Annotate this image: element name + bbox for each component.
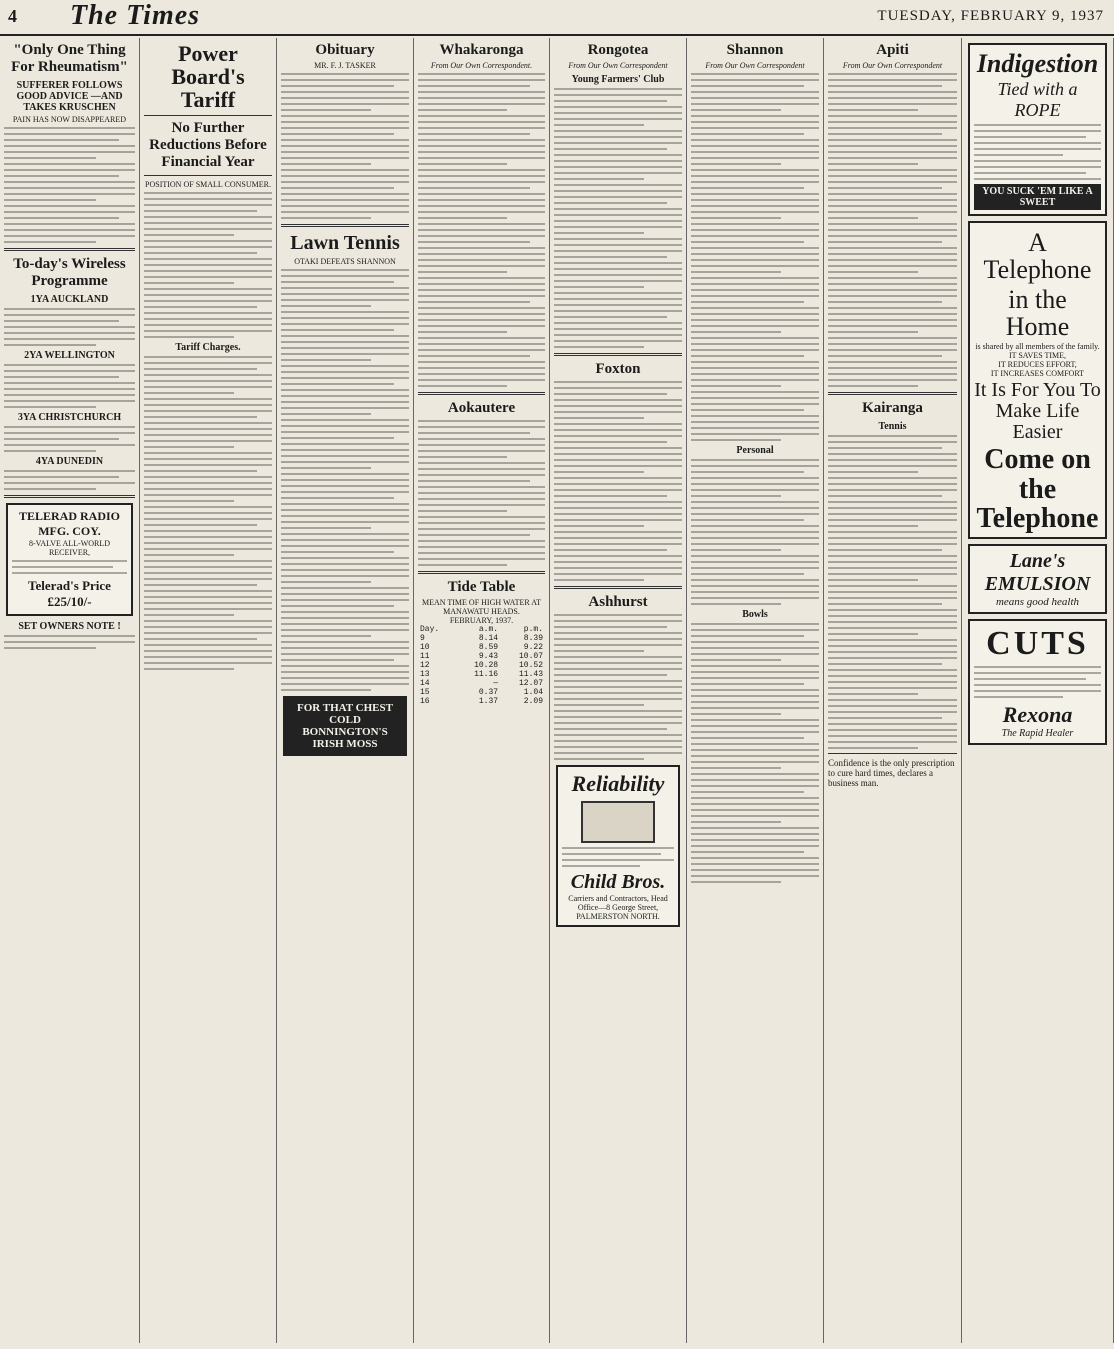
tide-am: 11.16 <box>474 670 499 679</box>
cuts-head: CUTS <box>986 625 1089 663</box>
obituary-headline: Obituary <box>315 42 375 58</box>
telerad-ad <box>6 503 133 616</box>
irish-moss-ad: FOR THAT CHEST COLD BONNINGTON'S IRISH MOSS <box>283 696 407 756</box>
table-row <box>418 643 545 652</box>
rongotea-byline: From Our Own Correspondent <box>568 61 668 70</box>
telephone-line-1: A Telephone <box>983 228 1092 285</box>
rexona-tag: The Rapid Healer <box>1001 728 1074 740</box>
power-board-headline: Power Board's Tariff <box>171 41 245 113</box>
newspaper-title: The Times <box>70 0 201 31</box>
kairanga-headline: Kairanga <box>862 400 923 416</box>
child-bros-name: Child Bros. <box>570 871 666 893</box>
indigestion-tag: Tied with a ROPE <box>997 79 1078 120</box>
ashhurst-headline: Ashhurst <box>588 594 648 610</box>
station-4: 4YA DUNEDIN <box>35 456 104 467</box>
lanes-brand: Lane's EMULSION <box>984 550 1091 596</box>
kairanga-tennis-sub: Tennis <box>878 421 907 432</box>
tide-pm: 12.07 <box>518 679 543 688</box>
tide-am: 8.59 <box>478 643 499 652</box>
telephone-point-2: IT REDUCES EFFORT, <box>998 360 1077 370</box>
tide-table-headline: Tide Table <box>447 579 516 595</box>
tide-day: 11 <box>420 652 430 661</box>
child-bros-address: Carriers and Contractors, Head Office—8 George Street, PALMERSTON NORTH. <box>568 894 668 921</box>
shannon-bowls-sub: Bowls <box>742 609 768 620</box>
column-3 <box>277 38 414 1343</box>
truck-illustration <box>581 801 655 843</box>
table-row <box>418 652 545 661</box>
lanes-tag: means good health <box>995 596 1080 609</box>
column-8 <box>962 38 1114 1343</box>
column-5 <box>550 38 687 1343</box>
tide-day: 12 <box>420 661 430 670</box>
shannon-byline: From Our Own Correspondent <box>705 61 805 70</box>
tide-pm: 1.04 <box>523 688 543 697</box>
table-row <box>418 697 545 706</box>
telephone-point-1: IT SAVES TIME, <box>1008 351 1067 361</box>
column-1 <box>0 38 140 1343</box>
telephone-ad <box>968 221 1107 539</box>
tide-am: 1.37 <box>478 697 499 706</box>
telephone-line-4: It Is For You To Make Life Easier <box>974 379 1101 444</box>
tide-pm: 10.52 <box>518 661 543 670</box>
obituary-byline: MR. F. J. TASKER <box>314 61 376 70</box>
telephone-line-5: Come on the Telephone <box>976 444 1099 534</box>
column-2 <box>140 38 277 1343</box>
shannon-personal-sub: Personal <box>736 445 774 456</box>
lawn-tennis-headline: Lawn Tennis <box>290 232 400 254</box>
telerad-sub: 8-VALVE ALL-WORLD RECEIVER, <box>28 539 111 557</box>
tide-sub: MEAN TIME OF HIGH WATER AT MANAWATU HEADS. <box>421 598 542 616</box>
foxton-headline: Foxton <box>595 361 641 377</box>
indigestion-banner: YOU SUCK 'EM LIKE A SWEET <box>974 184 1101 210</box>
tide-pm: 11.43 <box>518 670 543 679</box>
tide-pm: 10.07 <box>518 652 543 661</box>
page-number: 4 <box>8 6 17 26</box>
telerad-title: TELERAD RADIO MFG. COY. <box>18 509 120 538</box>
apiti-headline: Apiti <box>876 42 909 58</box>
column-6 <box>687 38 824 1343</box>
tide-am: 8.14 <box>478 634 499 643</box>
tide-col-pm: p.m. <box>523 625 543 634</box>
kruschen-subhead-2: PAIN HAS NOW DISAPPEARED <box>12 115 127 124</box>
article-body <box>4 127 135 243</box>
tide-day: 15 <box>420 688 430 697</box>
young-farmers-sub: Young Farmers' Club <box>571 74 665 85</box>
table-row <box>418 679 545 688</box>
whakaronga-headline: Whakaronga <box>439 42 524 58</box>
indigestion-ad <box>968 43 1107 216</box>
radio-headline: To-day's Wireless Programme <box>13 256 126 289</box>
table-row <box>418 634 545 643</box>
tide-am: 10.28 <box>474 661 499 670</box>
tide-pm: 8.39 <box>523 634 543 643</box>
rongotea-headline: Rongotea <box>587 42 649 58</box>
tide-day: 16 <box>420 697 430 706</box>
shannon-headline: Shannon <box>726 42 784 58</box>
table-row <box>418 661 545 670</box>
lawn-tennis-sub: OTAKI DEFEATS SHANNON <box>294 257 396 266</box>
telephone-line-2: in the Home <box>1005 284 1070 341</box>
reliability-text: Reliability <box>571 771 665 796</box>
tide-am: — <box>493 679 499 688</box>
tide-day: 9 <box>420 634 425 643</box>
station-1: 1YA AUCKLAND <box>30 294 109 305</box>
tide-table <box>418 625 545 706</box>
tide-col-day: Day. <box>420 625 440 634</box>
column-7 <box>824 38 962 1343</box>
whakaronga-byline: From Our Own Correspondent. <box>430 61 533 70</box>
table-row <box>418 688 545 697</box>
tide-header-row <box>418 625 545 634</box>
masthead <box>0 0 1114 36</box>
article-body <box>144 192 272 338</box>
table-row <box>418 670 545 679</box>
rexona-brand: Rexona <box>1002 702 1073 728</box>
station-2: 2YA WELLINGTON <box>24 350 115 361</box>
issue-date: TUESDAY, FEBRUARY 9, 1937 <box>877 8 1104 24</box>
telerad-price: Telerad's Price £25/10/- <box>28 578 111 609</box>
tide-month: FEBRUARY, 1937. <box>449 616 514 625</box>
telephone-line-3: is shared by all members of the family. <box>975 342 1100 352</box>
tide-pm: 2.09 <box>523 697 543 706</box>
tide-col-am: a.m. <box>478 625 499 634</box>
tide-pm: 9.22 <box>523 643 543 652</box>
indigestion-head: Indigestion <box>976 49 1099 78</box>
tide-day: 13 <box>420 670 430 679</box>
tide-day: 10 <box>420 643 430 652</box>
lanes-ad <box>968 544 1107 614</box>
station-3: 3YA CHRISTCHURCH <box>17 412 122 423</box>
set-owners-note: SET OWNERS NOTE ! <box>18 621 121 632</box>
aokautere-headline: Aokautere <box>447 400 516 416</box>
kruschen-headline: "Only One Thing For Rheumatism" <box>11 42 128 75</box>
power-board-caption: POSITION OF SMALL CONSUMER. <box>145 180 271 190</box>
tide-am: 0.37 <box>478 688 499 697</box>
tide-day: 14 <box>420 679 430 688</box>
tide-am: 9.43 <box>478 652 499 661</box>
apiti-byline: From Our Own Correspondent <box>842 61 943 70</box>
kruschen-subhead: SUFFERER FOLLOWS GOOD ADVICE —AND TAKES KRUSCHEN <box>16 80 123 113</box>
child-bros-ad <box>556 765 680 927</box>
confidence-filler: Confidence is the only prescription to cure hard times, declares a business man. <box>828 758 955 788</box>
tariff-charges-sub: Tariff Charges. <box>175 342 241 354</box>
rexona-ad <box>968 619 1107 745</box>
column-4 <box>414 38 550 1343</box>
power-board-subhead: No Further Reductions Before Financial Year <box>149 120 267 171</box>
telephone-point-3: IT INCREASES COMFORT <box>990 369 1085 379</box>
